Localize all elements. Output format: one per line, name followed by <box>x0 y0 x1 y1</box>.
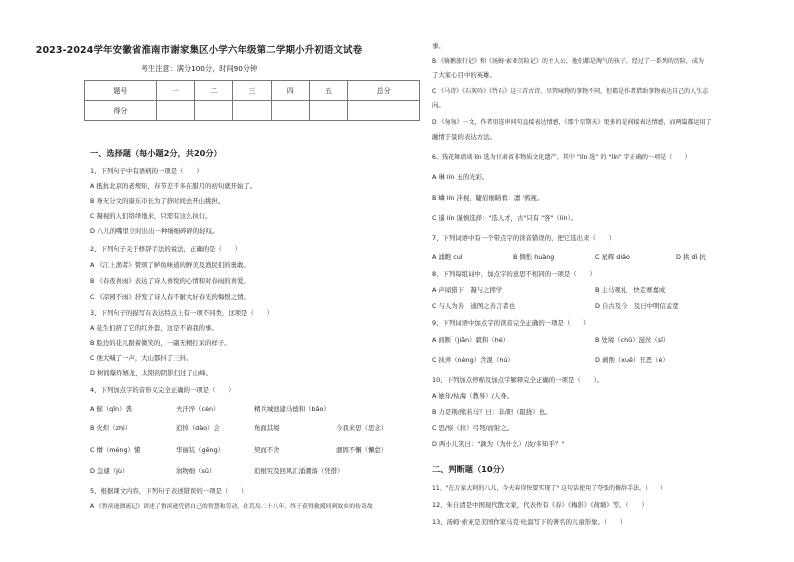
question-line: 3、下列句子的描写在表达特点上有一项不同类，这项是（ ） <box>90 309 274 317</box>
question-line: 7、下列词语中有一个带点字的读音错误的，把它选出来（ ） <box>432 234 616 242</box>
q9-option: B 处境（chǔ）滋丝（sī） <box>595 336 670 344</box>
option-line: A 《鲁滨逊漂流记》讲述了鲁滨逊凭借自己的智慧和劳动，在荒岛二十八年，终于获得救援回到故乡的传奇故 <box>90 504 373 510</box>
option-line: A 《江上渔者》赞颂了鲈鱼味道的鲜美及渔民们的勇敢。 <box>90 261 250 269</box>
q4-option: A 倔（qǐn）袭 <box>90 405 132 413</box>
score-header-cell: 三 <box>233 81 271 101</box>
q10-option: C 思/察（拉）弓弩/而射之。 <box>432 424 514 432</box>
q4-option: 今我来思（思念） <box>336 424 388 432</box>
q9-option: C 执弄（nèng）含混（hú） <box>432 356 514 364</box>
option-line: B 身无分文的康东市长为了挤时间去开山挑担。 <box>90 197 225 205</box>
score-header-cell: 一 <box>156 81 194 101</box>
score-header-cell: 二 <box>195 81 233 101</box>
option-line: C 《凉园不雨》抒发了诗人春不耐大好春光的悔恨之情。 <box>90 293 250 301</box>
score-table-row <box>85 101 420 121</box>
question-line: 8、下列每组词中，加点字的意思不相同的一项是（ ） <box>432 270 596 278</box>
section2-title: 二、判断题（10分） <box>432 464 509 474</box>
q4-option: 契而不舍 <box>254 446 280 454</box>
judge-question: 12、朱自清是中国现代散文家，代表作有《春》《梅影》《荷塘》等。（ ） <box>432 501 648 509</box>
question-line: 2、下列句子关于修辞手法的说法，正确的是（ ） <box>90 245 242 253</box>
score-header-cell: 题号 <box>85 81 157 101</box>
option-line: C 遥 lín 谨慎选择："选人才，古"只有 "客"（lín）。 <box>432 214 577 222</box>
q10-option: B 力是荆/熊若马？曰：非/阳（阻挠）也。 <box>432 408 552 416</box>
q9-option: A 间断（jiān）毅和（hé） <box>432 336 510 344</box>
option-line: D 树间爆炸嬉龙，太阳的阴影扫过了山峰。 <box>90 369 212 377</box>
q7-option: B 惆怅 huàng <box>513 253 555 261</box>
question-line: 1、下列句子中有语病的一项是（ ） <box>90 167 203 175</box>
option-line: A 抵抗北京的老规矩，春节差不多在腊月的初旬就开始了。 <box>90 182 257 190</box>
q7-option: C 星辉 diǎo <box>595 253 630 261</box>
question-line: 6、钱花舞谱谈 lín 选为甘肃省非物质文化遗产。其中 “lín 选” 的 “lín” 字正确的一项是（ ） <box>432 154 691 161</box>
score-cell <box>348 101 420 121</box>
text-line: 融情于景的表达方法。 <box>432 133 496 141</box>
judge-question: 11、"在万家大阿的八儿，今天春得快要实现了" 这句话使用了夸张的修辞手法。（ ） <box>432 485 667 492</box>
q4-option: 角面其境 <box>254 424 280 432</box>
q10-option: A 她年/枯海（教导）/人身。 <box>432 392 514 400</box>
q4-option: 润物细（sū） <box>176 467 216 475</box>
score-cell <box>195 101 233 121</box>
score-cell <box>156 101 194 121</box>
q10-option: D 两小儿笑曰："孰为（为什么）/汝/多知乎？" <box>432 440 565 448</box>
option-line: B 《春夜喜雨》表达了诗人喜悦的心情和对春雨的喜爱。 <box>90 277 250 285</box>
score-table <box>84 80 420 121</box>
text-line: 向。 <box>432 101 445 109</box>
q8-option: D 自古及今 及日中明信孟宽 <box>595 302 679 310</box>
option-line: B 嶙 lín 沣视，睫眉细睛看：凛 '鸦视。 <box>432 194 544 202</box>
q4-option: 精兵城池建马德和（bǎo） <box>254 405 330 413</box>
q9-option: D 剥削（xuē）丑恶（è） <box>595 356 669 364</box>
judge-question: 13、汤姆·索亚是美国作家马克·吐温写下的著名的儿童形象。（ ） <box>432 518 627 526</box>
option-line: D 《匆匆》一文，作者用连串问句直接表达情感，《那个星期天》更多的是间接表达情感，而两篇都运用了 <box>432 119 712 126</box>
option-line: C 凝视的人们络绎地来，只需有这么执行。 <box>90 212 212 220</box>
score-cell <box>233 101 271 121</box>
option-line: A 花生们挤了它的红外套，这是不请我的事。 <box>90 324 218 332</box>
q4-option: 追悼（dào）会 <box>176 424 220 432</box>
q4-option: C 懵（méng）懂 <box>90 446 141 454</box>
q8-option: B 主马观礼 快走赛嘉成 <box>595 286 666 294</box>
score-table-header <box>85 81 420 101</box>
q7-option: A 涌瞧 cuì <box>432 253 463 261</box>
option-line: C 《马诗》《石灰吟》《竹石》这三首古诗，尽管咏物的事物不同，但都是作者借助事物表达自己的人生志 <box>432 88 709 95</box>
option-line: D 八儿的嘴里立时出出一种细细碎碎的轻叹。 <box>90 227 219 235</box>
score-row-label: 得分 <box>85 101 157 121</box>
q4-option: 涸固不懈（懈怠） <box>336 446 388 454</box>
q8-option: A 声闻猎下 凝与之摔学 <box>432 286 503 294</box>
q8-option: C 与人为善 通图之善言者也 <box>432 302 516 310</box>
option-line: B 《骑鹅旅行记》和《汤姆·索亚历险记》的主人公，他们都是淘气的孩子，经过了一系列的历险，成为 <box>432 58 704 65</box>
q7-option: D 拱 dǐ 抗 <box>676 253 706 261</box>
q4-option: 追根究及回风汇涌潮落（凭借） <box>254 467 344 475</box>
score-header-cell: 总分 <box>348 81 420 101</box>
q4-option: 华丽装（gēng） <box>176 446 225 454</box>
q4-option: D 急遽（jù） <box>90 467 129 475</box>
text-line: 事。 <box>432 42 445 50</box>
option-line: A 琳 lín 玉的光彩。 <box>432 173 489 181</box>
score-cell <box>309 101 347 121</box>
question-line: 9、下列词语中加点字的读音完全正确的一项是（ ） <box>432 319 590 327</box>
text-line: 了大家心目中的英雄。 <box>432 71 496 79</box>
score-header-cell: 五 <box>309 81 347 101</box>
option-line: B 脸边的花儿跟着微笑的，一副无精打采的样子。 <box>90 339 231 347</box>
exam-notice: 考生注意：满分100分，时间90分钟 <box>140 64 258 73</box>
question-line: 5、根据课文内容，下列句子表述错误的一项是（ ） <box>90 487 248 495</box>
score-header-cell: 四 <box>271 81 309 101</box>
exam-title: 2023-2024学年安徽省淮南市谢家集区小学六年级第二学期小升初语文试卷 <box>35 45 363 56</box>
section1-title: 一、选择题（每小题2分，共20分） <box>90 148 222 158</box>
score-cell <box>271 101 309 121</box>
q4-option: B 火炽（zhì） <box>90 424 132 432</box>
question-line: 10、下列加点停棉及加点字解释完全正确的一项是（ ）。 <box>432 376 604 384</box>
q4-option: 夫汗淬（cèn） <box>176 405 220 413</box>
question-line: 4、下列加点字的音形义完全正确的一项是（ ） <box>90 386 235 394</box>
option-line: C 他大喊了一声，大山都抖了三抖。 <box>90 354 193 362</box>
